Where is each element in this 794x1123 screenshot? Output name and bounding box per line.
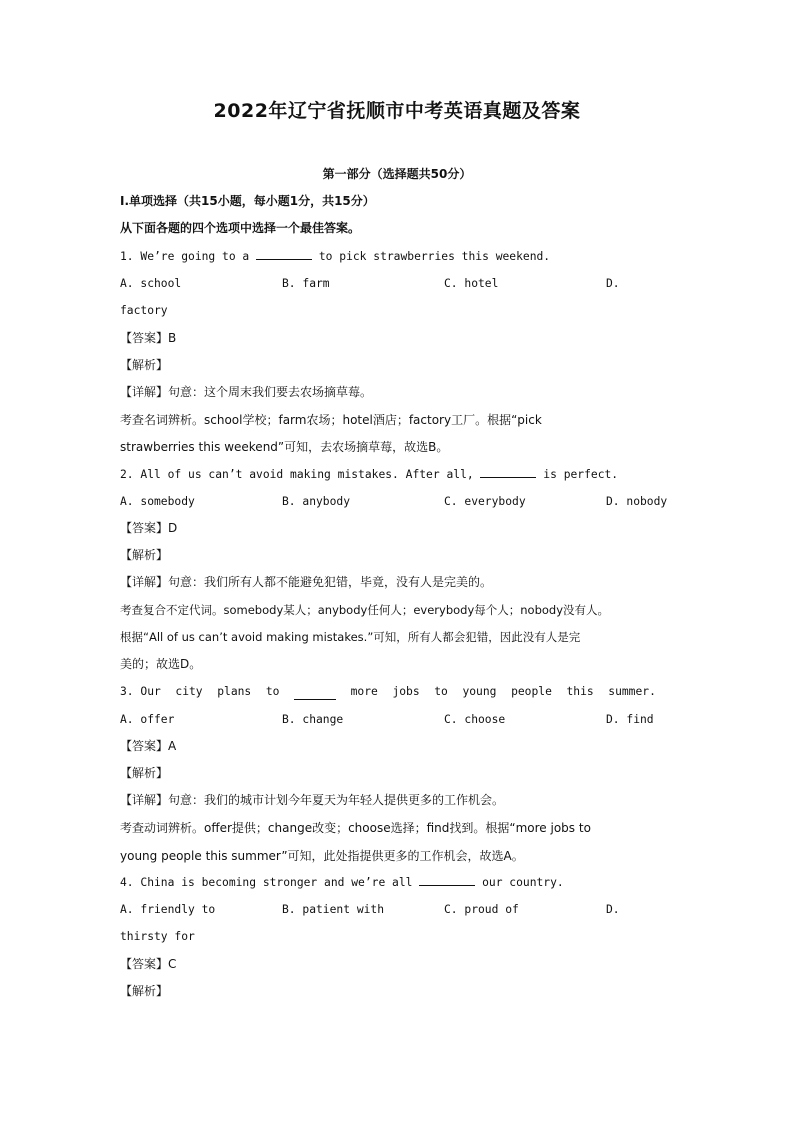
analysis-label: 【解析】 [120,766,169,780]
stem-word: to [265,685,280,698]
answer-line: 【答案】B [120,331,177,345]
detail-line: 【详解】句意：这个周末我们要去农场摘草莓。 [120,385,373,399]
answer-line: 【答案】C [120,957,177,971]
option-c: C. everybody [444,495,526,508]
stem-word: this [566,685,594,698]
question-stem [120,249,680,265]
stem-part: our country. [482,876,564,889]
option-c: C. proud of [444,903,519,916]
option-b: B. patient with [282,903,385,916]
explanation-line: 考查名词辨析。school学校；farm农场；hotel酒店；factory工厂。根据“pick [120,413,542,427]
stem-word: city [175,685,203,698]
answer-blank [256,259,312,260]
stem-word: summer. [608,685,656,698]
option-a: A. friendly to [120,903,216,916]
answer-blank [419,885,475,886]
stem-part: 1. We’re going to a [120,250,250,263]
analysis-label: 【解析】 [120,358,169,372]
stem-word: young [462,685,497,698]
option-d: D. nobody [606,495,668,508]
question-stem [120,875,680,891]
explanation-line: young people this summer”可知，此处指提供更多的工作机会，故选A。 [120,849,524,863]
explanation-line: 根据“All of us can’t avoid making mistakes.”可知，所有人都会犯错，因此没有人是完 [120,630,581,644]
answer-blank [480,477,536,478]
question-stem [120,684,656,700]
option-b: B. change [282,713,344,726]
stem-part: 2. All of us can’t avoid making mistakes. After all, [120,468,474,481]
detail-line: 【详解】句意：我们的城市计划今年夏天为年轻人提供更多的工作机会。 [120,793,505,807]
stem-word: to [434,685,448,698]
stem-word: people [511,685,552,698]
detail-line: 【详解】句意：我们所有人都不能避免犯错，毕竟，没有人是完美的。 [120,575,493,589]
section-heading: I.单项选择（共15小题，每小题1分，共15分） [120,194,375,208]
instruction: 从下面各题的四个选项中选择一个最佳答案。 [120,221,361,235]
answer-line: 【答案】A [120,739,177,753]
page-title: 2022年辽宁省抚顺市中考英语真题及答案 [213,100,581,122]
stem-part: is perfect. [543,468,619,481]
stem-word: jobs [392,685,420,698]
analysis-label: 【解析】 [120,548,169,562]
part-heading: 第一部分（选择题共50分） [322,167,472,181]
option-c: C. hotel [444,277,499,290]
option-wrap: factory [120,304,168,317]
explanation-line: 考查复合不定代词。somebody某人；anybody任何人；everybody每个人；nobody没有人。 [120,603,610,617]
stem-part: 4. China is becoming stronger and we’re all [120,876,413,889]
answer-line: 【答案】D [120,521,178,535]
option-d: D. [606,903,620,916]
explanation-line: 美的；故选D。 [120,657,202,671]
option-a: A. offer [120,713,175,726]
option-b: B. farm [282,277,330,290]
explanation-line: strawberries this weekend”可知，去农场摘草莓，故选B。 [120,440,449,454]
option-c: C. choose [444,713,506,726]
stem-word: more [350,685,378,698]
explanation-line: 考查动词辨析。offer提供；change改变；choose选择；find找到。根据“more jobs to [120,821,591,835]
stem-word: 3. Our [120,685,161,698]
analysis-label: 【解析】 [120,984,169,998]
stem-word: plans [217,685,252,698]
option-d: D. find [606,713,654,726]
option-a: A. school [120,277,182,290]
option-b: B. anybody [282,495,351,508]
answer-blank [294,684,336,700]
option-a: A. somebody [120,495,195,508]
option-wrap: thirsty for [120,930,195,943]
option-d: D. [606,277,620,290]
stem-part: to pick strawberries this weekend. [318,250,551,263]
question-stem [120,467,680,483]
